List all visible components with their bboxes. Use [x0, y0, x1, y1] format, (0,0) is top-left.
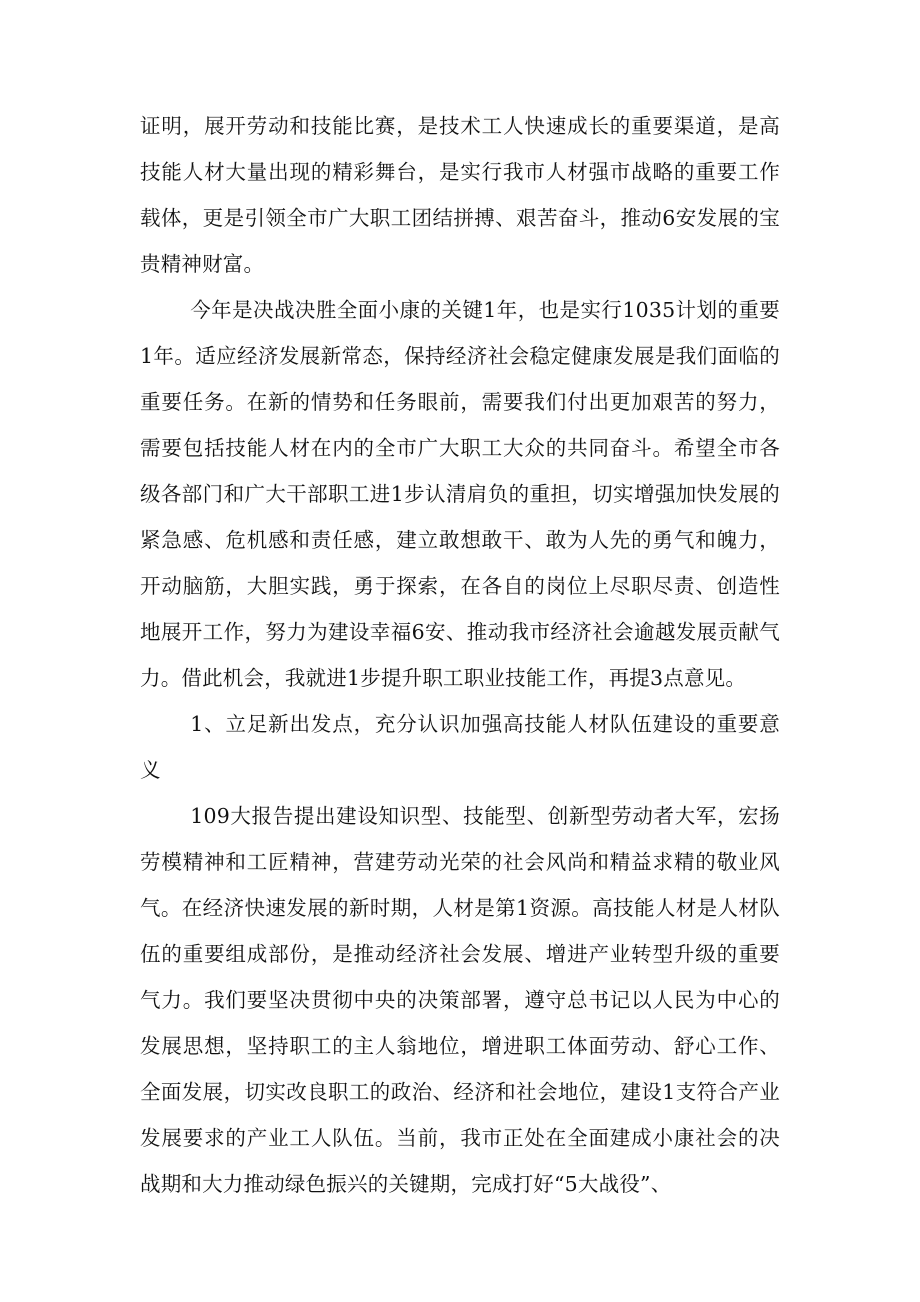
paragraph-1: 证明，展开劳动和技能比赛，是技术工人快速成长的重要渠道，是高技能人材大量出现的精彩舞台，是实行我市人材强市战略的重要工作载体，更是引领全市广大职工团结拼搏、艰苦奋斗，推动6安发展的宝贵精神财富。: [140, 114, 780, 276]
document-body: [140, 103, 780, 1207]
paragraph-2: 今年是决战决胜全面小康的关键1年，也是实行1035计划的重要1年。适应经济发展新常态，保持经济社会稳定健康发展是我们面临的重要任务。在新的情势和任务眼前，需要我们付出更加艰苦的努力，需要包括技能人材在内的全市广大职工大众的共同奋斗。希望全市各级各部门和广大干部职工进1步认清肩负的重担，切实增强加快发展的紧急感、危机感和责任感，建立敢想敢干、敢为人先的勇气和魄力，开动脑筋，大胆实践，勇于探索，在各自的岗位上尽职尽责、创造性地展开工作，努力为建设幸福6安、推动我市经济社会逾越发展贡献气力。借此机会，我就进1步提升职工职业技能工作，再提3点意见。: [140, 298, 780, 690]
section-heading-1: 1、立足新出发点，充分认识加强高技能人材队伍建设的重要意义: [140, 712, 780, 782]
paragraph-3: 109大报告提出建设知识型、技能型、创新型劳动者大军，宏扬劳模精神和工匠精神，营建劳动光荣的社会风尚和精益求精的敬业风气。在经济快速发展的新时期，人材是第1资源。高技能人材是人材队伍的重要组成部份，是推动经济社会发展、增进产业转型升级的重要气力。我们要坚决贯彻中央的决策部署，遵守总书记以人民为中心的发展思想，坚持职工的主人翁地位，增进职工体面劳动、舒心工作、全面发展，切实改良职工的政治、经济和社会地位，建设1支符合产业发展要求的产业工人队伍。当前，我市正处在全面建成小康社会的决战期和大力推动绿色振兴的关键期，完成打好“5大战役”、: [140, 804, 780, 1196]
